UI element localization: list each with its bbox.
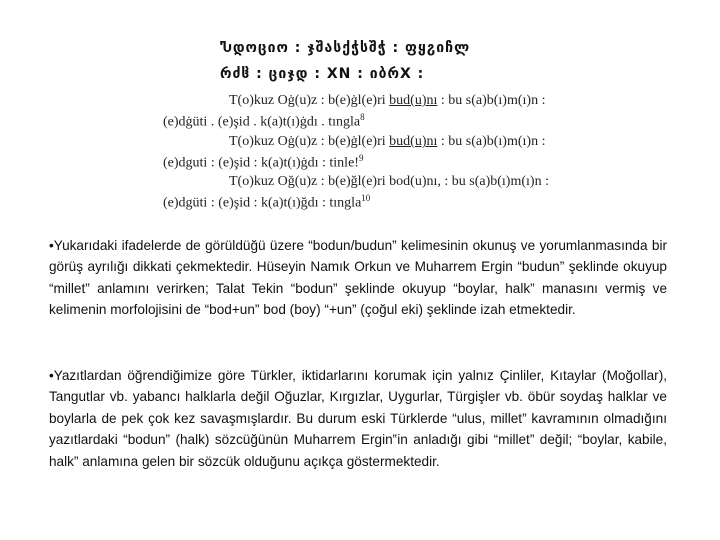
transliteration-word: bud(u)nı	[389, 93, 438, 108]
transliteration-word: bod(u)nı,	[389, 174, 441, 189]
transliteration-line	[163, 109, 365, 131]
paragraph-1: •Yukarıdaki ifadelerde de görüldüğü üzere “bodun/budun” kelimesinin okunuş ve yorumlanmasında bir görüş ayrılığı dikkati çekmektedir. Hüseyin Namık Orkun ve Muharrem Ergin “budun” şeklinde okuyup “millet” anlamını verirken; Talat Tekin “bodun” şeklinde okuyup “boylar, halk” manasını vermiş ve kelimenin morfolojisini de “bod+un” bod (boy) “+un” (çoğul eki) şeklinde izah etmektedir.	[49, 238, 667, 318]
transliteration-text: (e)dguti : (e)şid : k(a)t(ı)ġdı : tinle!	[163, 155, 359, 171]
transliteration-text: (e)dġüti . (e)şid . k(a)t(ı)ġdı . tıngla	[163, 114, 361, 130]
transliteration-text: : bu s(a)b(ı)m(ı)n :	[437, 134, 546, 149]
transliteration-line	[229, 173, 549, 190]
paragraph-2: •Yazıtlardan öğrendiğimize göre Türkler, iktidarlarını korumak için yalnız Çinliler, Kıtaylar (Moğollar), Tangutlar vb. yabancı halklarla değil Oğuzlar, Kırgızlar, Uygurlar, Türgişler vb. öbür soydaş halklar ve boylarla de pek çok kez savaşmışlardır. Bu durum eski Türklerde “ulus, millet” kavramının olmadığını yazıtlardaki “bodun” (halk) sözcüğünün Muharrem Ergin‟in anladığı gibi “millet” değil; “boylar, kabile, halk” anlamına gelen bir sözcük olduğunu açıkça göstermektedir.	[49, 368, 667, 469]
transliteration-line	[229, 133, 545, 150]
transliteration-text: : bu s(a)b(ı)m(ı)n :	[437, 93, 546, 108]
transliteration-text: : bu s(a)b(ı)m(ı)n :	[440, 174, 549, 189]
transliteration-line	[163, 190, 370, 212]
footnote-marker: 10	[361, 193, 371, 203]
transliteration-text: T(o)kuz Oğ(u)z : b(e)ğl(e)ri	[229, 174, 390, 189]
footnote-marker: 9	[358, 153, 364, 163]
runic-line-1: Ⴠდოციო : ჯშასქჭსშჭ : ფყჷიჩლ	[220, 40, 471, 56]
transliteration-word: bud(u)nı	[389, 134, 438, 149]
footnote-marker: 8	[360, 112, 365, 122]
transliteration-text: T(o)kuz Oġ(u)z : b(e)ġl(e)ri	[229, 134, 390, 149]
transliteration-line	[163, 150, 363, 172]
transliteration-line	[229, 92, 545, 109]
transliteration-text: T(o)kuz Oġ(u)z : b(e)ġl(e)ri	[229, 93, 390, 108]
runic-line-2: რძჱ : ციჯდ : XN : იბრX :	[220, 66, 425, 82]
transliteration-text: (e)dgüti : (e)şid : k(a)t(ı)ğdı : tıngla	[163, 195, 362, 211]
